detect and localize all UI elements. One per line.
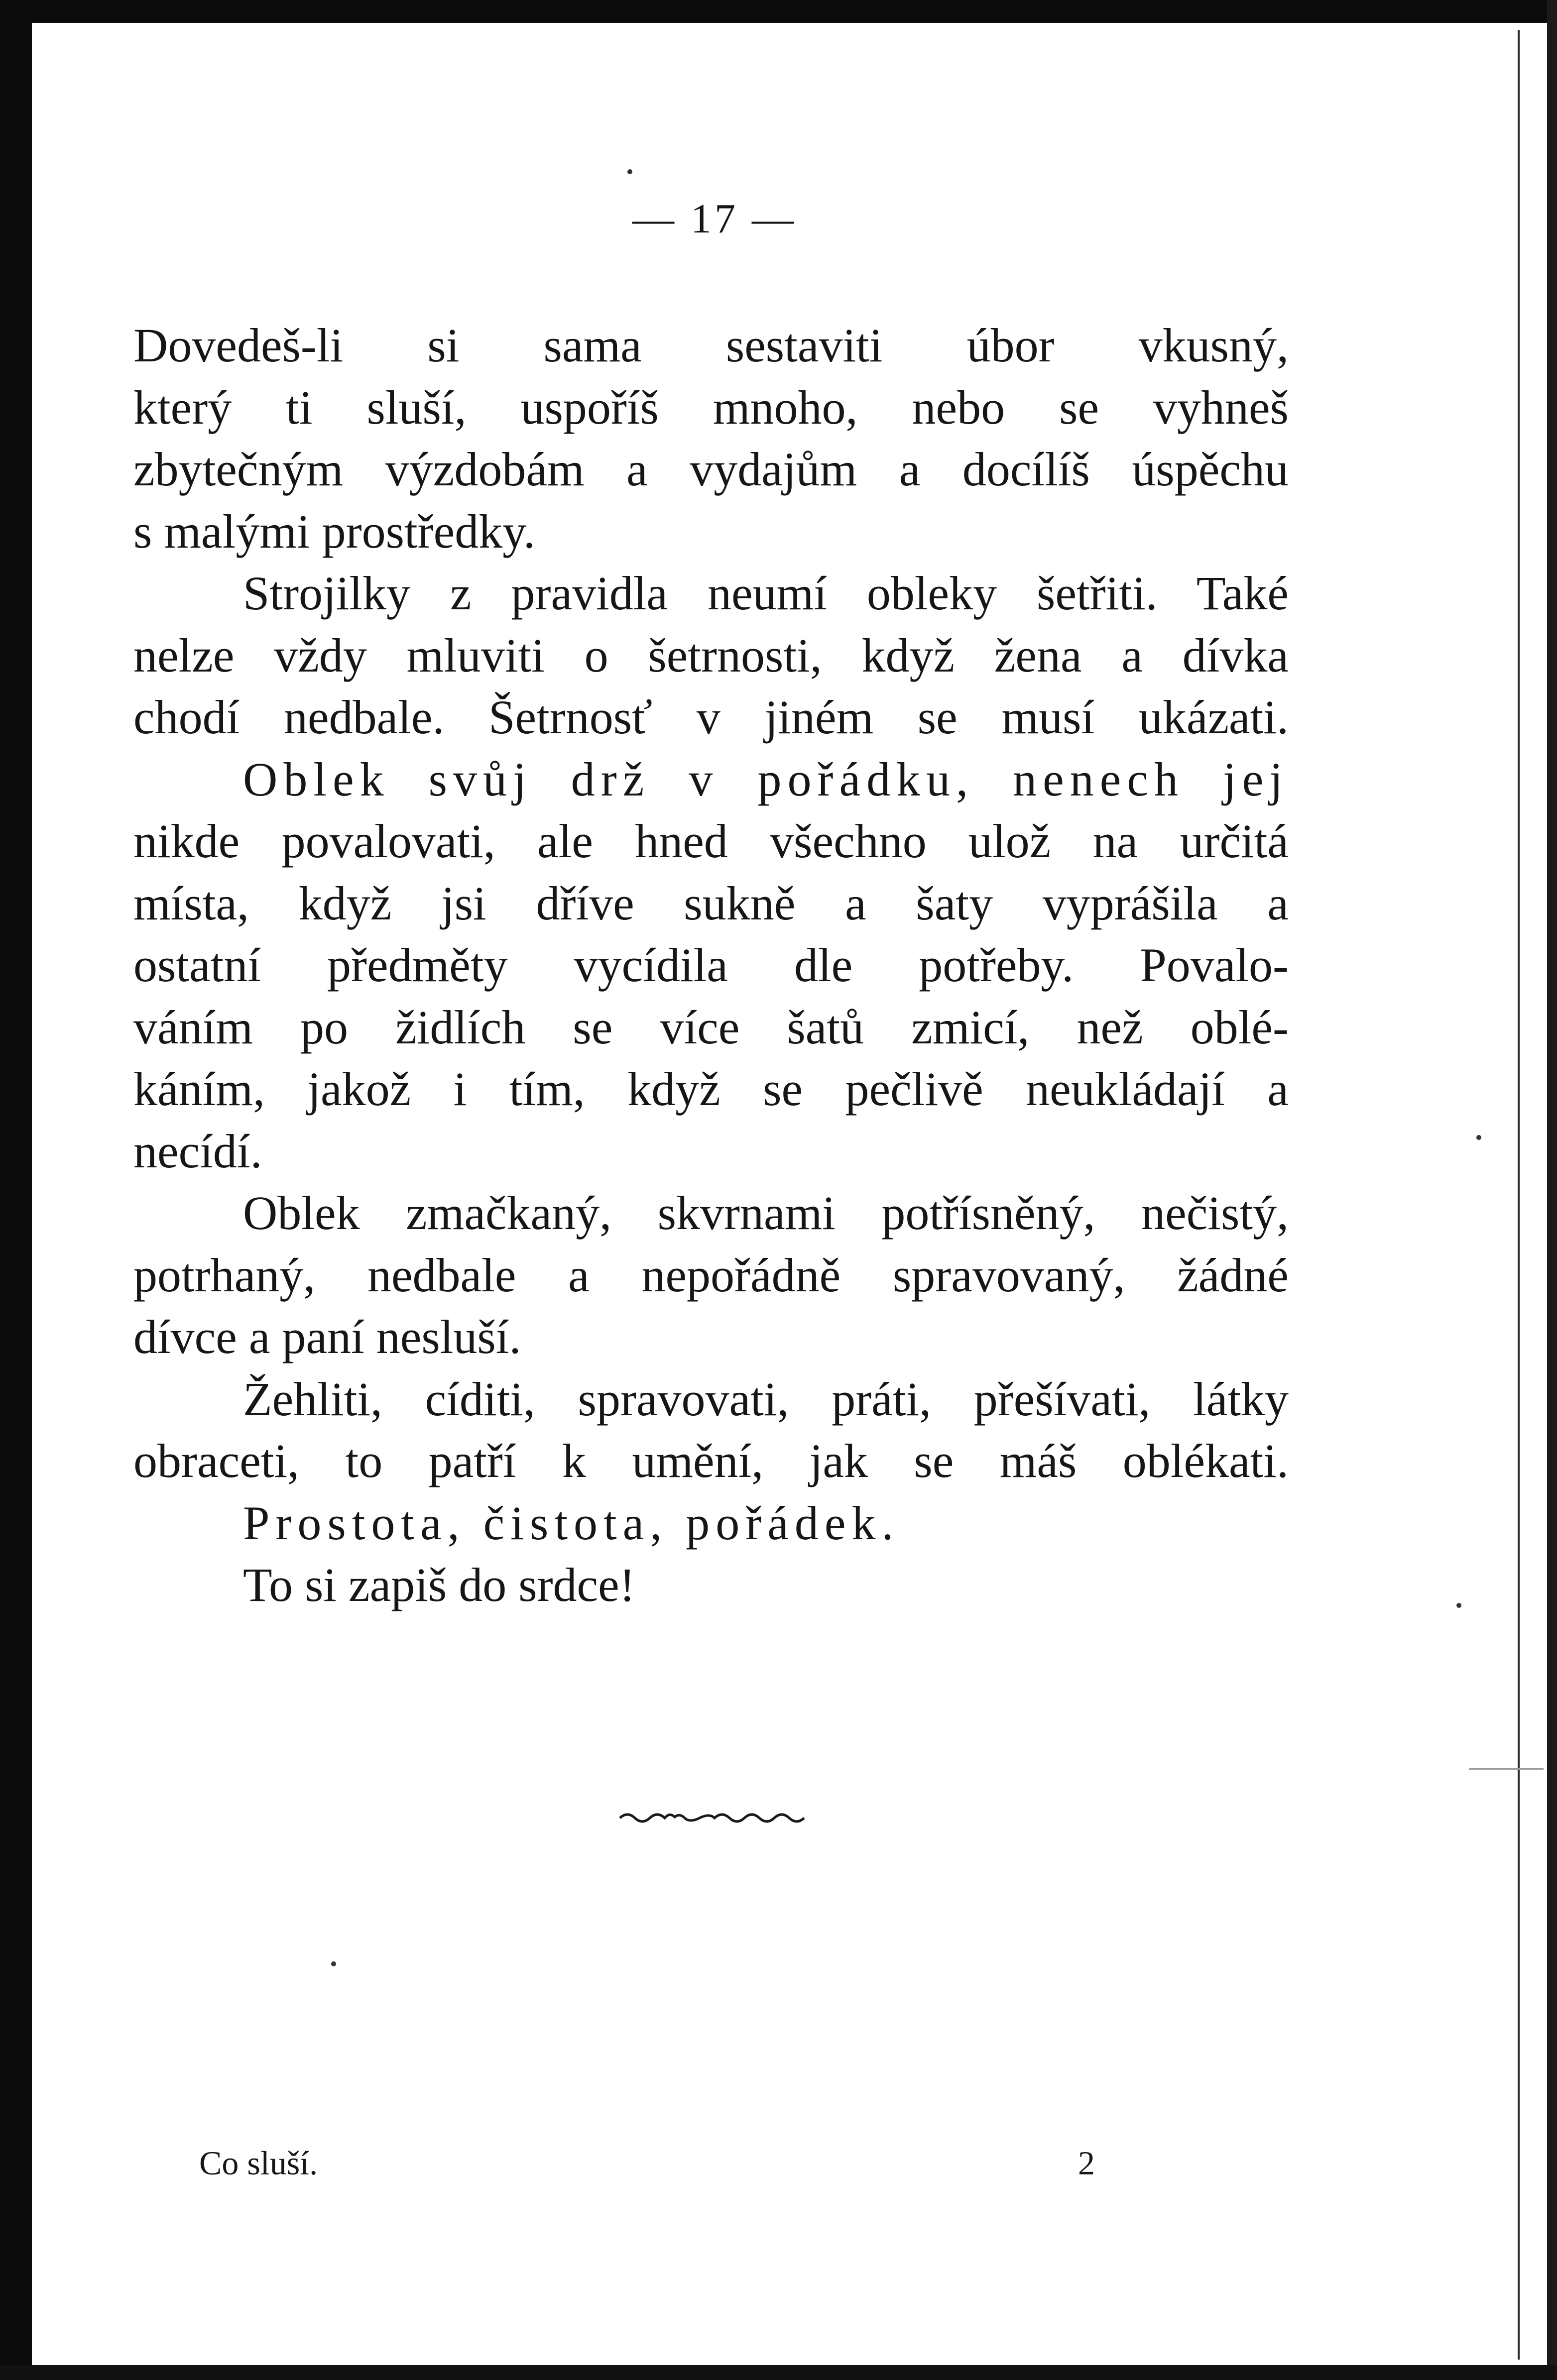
scan-edge-left (0, 0, 32, 2380)
scan-edge-bottom (0, 2365, 1557, 2380)
text-line: Dovedeš-li si sama sestaviti úbor vkusný, (133, 319, 1289, 372)
text-line: nikde povalovati, ale hned všechno ulož na určitá (133, 814, 1289, 868)
text-line: necídí. (133, 1124, 262, 1178)
text-line: s malými prostředky. (133, 504, 535, 558)
text-line: Oblek svůj drž v pořádku, nenech jej (243, 752, 1289, 806)
text-line: dívce a paní nesluší. (133, 1310, 521, 1363)
text-line: Oblek zmačkaný, skvrnami potřísněný, nečistý, (243, 1186, 1289, 1240)
text-line: nelze vždy mluviti o šetrnosti, když žena a dívka (133, 628, 1289, 682)
text-line: místa, když jsi dříve sukně a šaty vyprášila a (133, 876, 1289, 930)
text-line: který ti sluší, uspoříš mnoho, nebo se vyhneš (133, 380, 1289, 434)
signature-mark: Co sluší. (199, 2144, 318, 2182)
body-text (133, 315, 1289, 1616)
text-line: Prostota, čistota, pořádek. (243, 1496, 900, 1550)
sheet-number: 2 (1078, 2144, 1095, 2182)
text-line: váním po židlích se více šatů zmicí, než oblé- (133, 1000, 1289, 1054)
dust-speck (1456, 1603, 1461, 1608)
ornament-squiggle-icon (617, 1802, 807, 1832)
page-number: — 17 — (632, 196, 797, 242)
scan-mark (1469, 1768, 1544, 1770)
dust-speck (627, 169, 632, 174)
text-line: Strojilky z pravidla neumí obleky šetřiti. Také (243, 567, 1289, 620)
scan-edge-top (0, 0, 1557, 23)
text-line: potrhaný, nedbale a nepořádně spravovaný, žádné (133, 1248, 1289, 1302)
text-line: To si zapiš do srdce! (243, 1558, 635, 1611)
text-line: chodí nedbale. Šetrnosť v jiném se musí ukázati. (133, 690, 1289, 744)
text-line: káním, jakož i tím, když se pečlivě neukládají a (133, 1062, 1289, 1116)
text-line: ostatní předměty vycídila dle potřeby. Povalo- (133, 938, 1289, 992)
dust-speck (331, 1961, 336, 1966)
dust-speck (1476, 1135, 1481, 1140)
text-line: zbytečným výzdobám a vydajům a docílíš úspěchu (133, 443, 1289, 496)
text-line: Žehliti, cíditi, spravovati, práti, přešívati, látky (243, 1372, 1289, 1426)
scan-fold-line (1518, 30, 1520, 2360)
scan-edge-right (1547, 0, 1557, 2380)
text-line: obraceti, to patří k umění, jak se máš oblékati. (133, 1434, 1289, 1487)
